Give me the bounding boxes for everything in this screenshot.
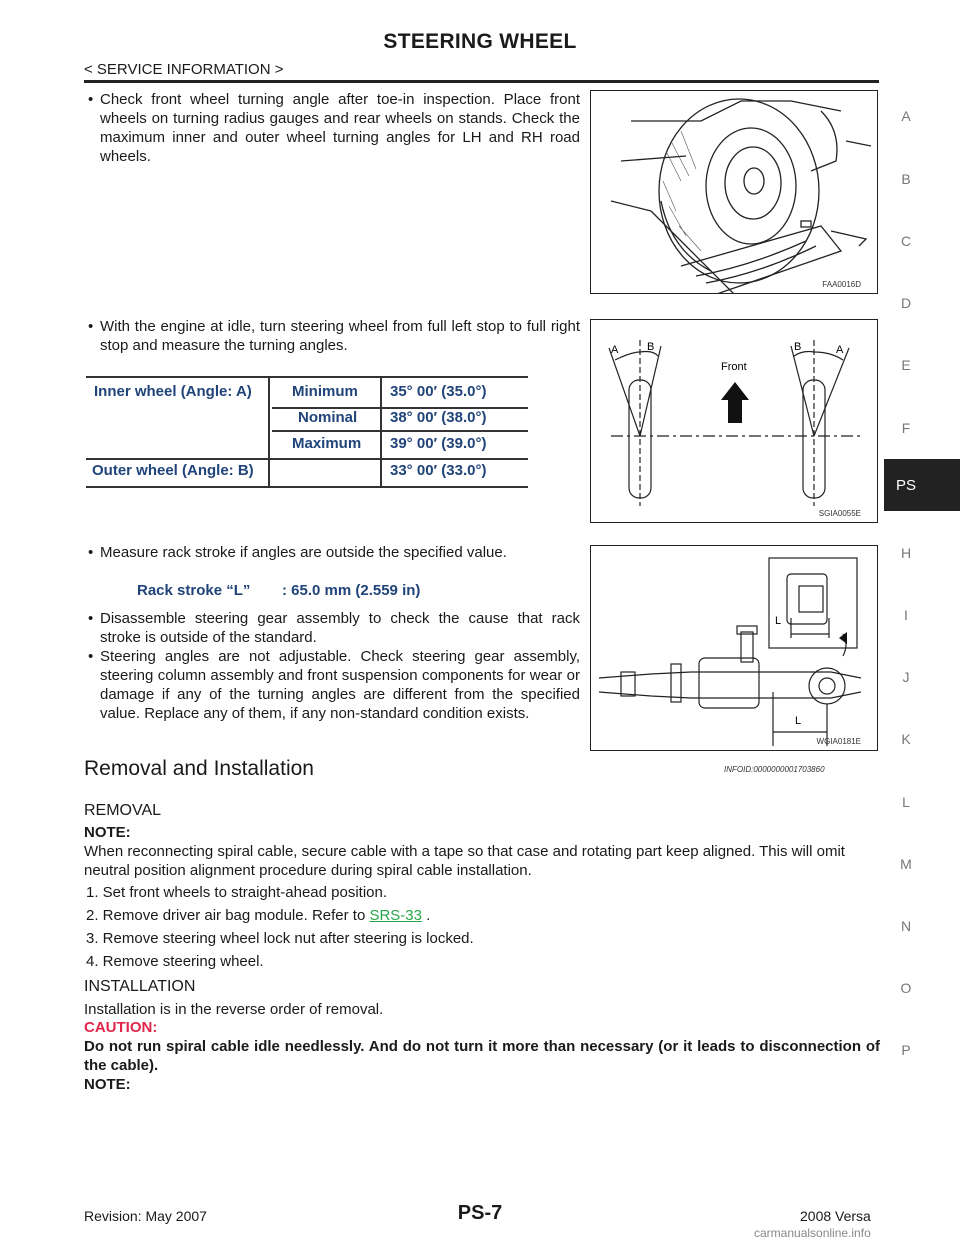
outer-wheel-label: Outer wheel (Angle: B) <box>92 462 254 479</box>
note-text: When reconnecting spiral cable, secure cable with a tape so that case and rotating part keep aligned. This will omit neutral position alignment procedure during spiral cable installation. <box>84 843 845 879</box>
footer-page-number: PS-7 <box>457 1202 503 1224</box>
caution-label: CAUTION: <box>84 1019 158 1036</box>
table-col-divider <box>268 377 270 487</box>
section-heading-removal-installation: Removal and Installation <box>84 757 314 780</box>
bullet-turning-angle-check: • Check front wheel turning angle after toe-in inspection. Place front wheels on turning radius gauges and rear wheels on stands. Check the maximum inner and outer wheel turning angles for LH and RH road wheels. <box>88 91 580 165</box>
bullet-dot: • <box>88 318 94 335</box>
tab-letter-f[interactable]: F <box>901 420 911 436</box>
tab-letter-m[interactable]: M <box>900 856 912 872</box>
figure-rack-stroke <box>590 545 878 751</box>
header-divider <box>84 80 879 83</box>
bullet-measure-rack-stroke: • Measure rack stroke if angles are outside the specified value. <box>88 544 507 561</box>
tab-letter-p[interactable]: P <box>901 1042 911 1058</box>
installation-text: Installation is in the reverse order of removal. <box>84 1001 384 1018</box>
table-bottom-rule <box>86 486 528 488</box>
figure-code: SGIA0055E <box>818 509 861 518</box>
bullet-dot: • <box>88 544 94 561</box>
figure-turning-radius-gauge <box>590 90 878 294</box>
tab-letter-j[interactable]: J <box>902 669 910 685</box>
table-col-divider <box>380 377 382 487</box>
watermark: carmanualsonline.info <box>754 1226 871 1240</box>
tab-letter-e[interactable]: E <box>901 357 911 373</box>
minimum-label: Minimum <box>292 383 358 400</box>
figure-code: FAA0016D <box>822 280 861 289</box>
figure-turning-angles <box>590 319 878 523</box>
rack-stroke-diagram <box>591 546 878 751</box>
minimum-value: 35° 00′ (35.0°) <box>390 383 487 400</box>
footer-model: 2008 Versa <box>800 1208 871 1224</box>
srs-33-link[interactable]: SRS-33 <box>369 907 422 924</box>
stroke-label-bottom: L <box>795 715 802 727</box>
nominal-value: 38° 00′ (38.0°) <box>390 409 487 426</box>
removal-step-2: 2. Remove driver air bag module. Refer to SRS-33 . <box>86 907 431 924</box>
info-id: INFOID:0000000001703860 <box>724 765 825 774</box>
front-label: Front <box>721 361 747 373</box>
maximum-label: Maximum <box>292 435 362 452</box>
installation-heading: INSTALLATION <box>84 978 196 995</box>
tab-active-ps[interactable]: PS <box>884 459 960 511</box>
figure-code: WGIA0181E <box>816 737 861 746</box>
note2-label: NOTE: <box>84 1076 131 1093</box>
tab-letter-d[interactable]: D <box>900 295 912 311</box>
outer-wheel-value: 33° 00′ (33.0°) <box>390 462 487 479</box>
turning-angles-diagram <box>591 320 878 523</box>
tab-letter-c[interactable]: C <box>900 233 912 249</box>
bullet-dot: • <box>88 91 94 108</box>
removal-step-3: 3. Remove steering wheel lock nut after steering is locked. <box>86 930 474 947</box>
caution-text: Do not run spiral cable idle needlessly. And do not turn it more than necessary (or it leads to disconnection of the cable). <box>84 1038 880 1074</box>
tab-letter-n[interactable]: N <box>900 918 912 934</box>
tab-letter-o[interactable]: O <box>900 980 912 996</box>
inner-wheel-label: Inner wheel (Angle: A) <box>94 383 252 400</box>
section-path: < SERVICE INFORMATION > <box>84 61 284 78</box>
tab-letter-h[interactable]: H <box>900 545 912 561</box>
rack-stroke-label: Rack stroke “L” <box>137 582 251 599</box>
stroke-label-top: L <box>775 615 782 627</box>
table-row-outer <box>86 456 528 487</box>
removal-step-4: 4. Remove steering wheel. <box>86 953 264 970</box>
bullet-dot: • <box>88 610 94 627</box>
bullet-angles-not-adjustable: • Steering angles are not adjustable. Check steering gear assembly, steering column assembly and front suspension components for wear or damage if any of the turning angles are different from the specified value. Replace any of them, if any non-standard condition exists. <box>88 648 580 722</box>
bullet-measure-turning-angles: • With the engine at idle, turn steering wheel from full left stop to full right stop and measure the turning angles. <box>88 318 580 354</box>
tab-letter-l[interactable]: L <box>902 794 910 810</box>
turning-gauge-illustration <box>591 91 878 294</box>
angle-a-label-left: A <box>611 344 619 356</box>
removal-heading: REMOVAL <box>84 802 162 819</box>
angle-a-label-right: A <box>836 344 844 356</box>
page-title: STEERING WHEEL <box>383 30 577 53</box>
tab-letter-i[interactable]: I <box>904 607 908 623</box>
maximum-value: 39° 00′ (39.0°) <box>390 435 487 452</box>
bullet-dot: • <box>88 648 94 665</box>
bullet-disassemble-gear: • Disassemble steering gear assembly to check the cause that rack stroke is outside of the standard. <box>88 610 580 646</box>
note-label: NOTE: <box>84 824 131 841</box>
removal-step-1: 1. Set front wheels to straight-ahead position. <box>86 884 388 901</box>
footer-revision: Revision: May 2007 <box>84 1208 207 1224</box>
tab-letter-b[interactable]: B <box>901 171 911 187</box>
angle-b-label-right: B <box>794 341 802 353</box>
nominal-label: Nominal <box>298 409 358 426</box>
rack-stroke-value: : 65.0 mm (2.559 in) <box>282 582 421 599</box>
tab-letter-k[interactable]: K <box>901 731 911 747</box>
angle-b-label-left: B <box>647 341 655 353</box>
tab-letter-a[interactable]: A <box>901 108 911 124</box>
